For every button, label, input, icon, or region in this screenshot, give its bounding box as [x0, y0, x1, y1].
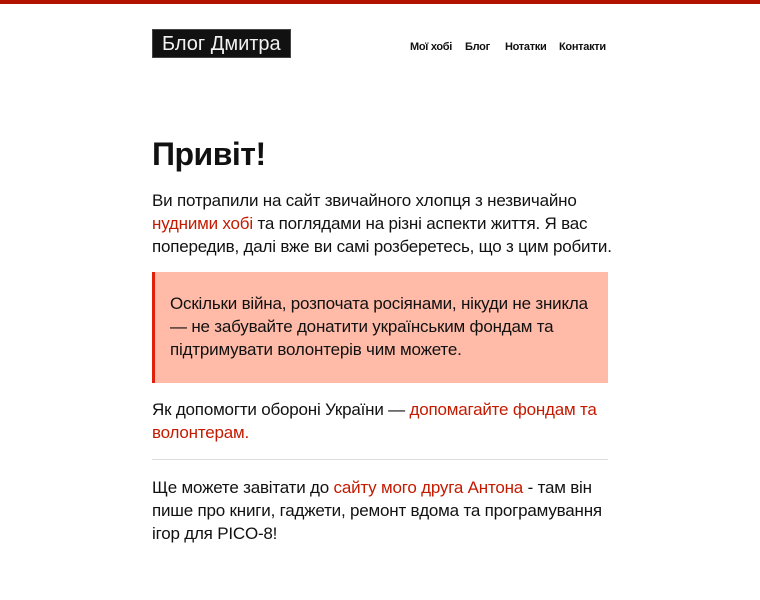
help-paragraph [152, 398, 608, 444]
notice-text: Оскільки війна, розпочата росіянами, нікуди не зникла — не забувайте донатити українським фондам та підтримувати волонтерів чим можете. [170, 294, 588, 359]
war-notice [152, 272, 608, 383]
site-logo[interactable]: Блог Дмитра [152, 29, 291, 58]
nav-blog[interactable]: Блог [465, 41, 490, 53]
intro-text: Ви потрапили на сайт звичайного хлопця з незвичайно [152, 191, 577, 210]
nav-hobbies[interactable]: Мої хобі [410, 41, 453, 53]
nav-contacts[interactable]: Контакти [559, 41, 606, 53]
friend-paragraph [152, 476, 612, 545]
intro-paragraph [152, 189, 612, 258]
nav-notes[interactable]: Нотатки [505, 41, 547, 53]
help-funds-link[interactable]: допомагайте фондам та волонтерам. [152, 400, 597, 442]
intro-text-end: та поглядами на різні аспекти життя. Я вас попередив, далі вже ви самі розберетесь, що з цим робити. [152, 214, 612, 256]
friend-text-end: - там він пише про книги, гаджети, ремонт вдома та програмування ігор для PICO-8! [152, 478, 602, 543]
boring-hobbies-link[interactable]: нудними хобі [152, 214, 253, 233]
divider [152, 459, 608, 460]
friend-text: Ще можете завітати до [152, 478, 334, 497]
page-title: Привіт! [152, 136, 266, 172]
help-text: Як допомогти обороні України — [152, 400, 410, 419]
friend-site-link[interactable]: сайту мого друга Антона [333, 478, 524, 497]
